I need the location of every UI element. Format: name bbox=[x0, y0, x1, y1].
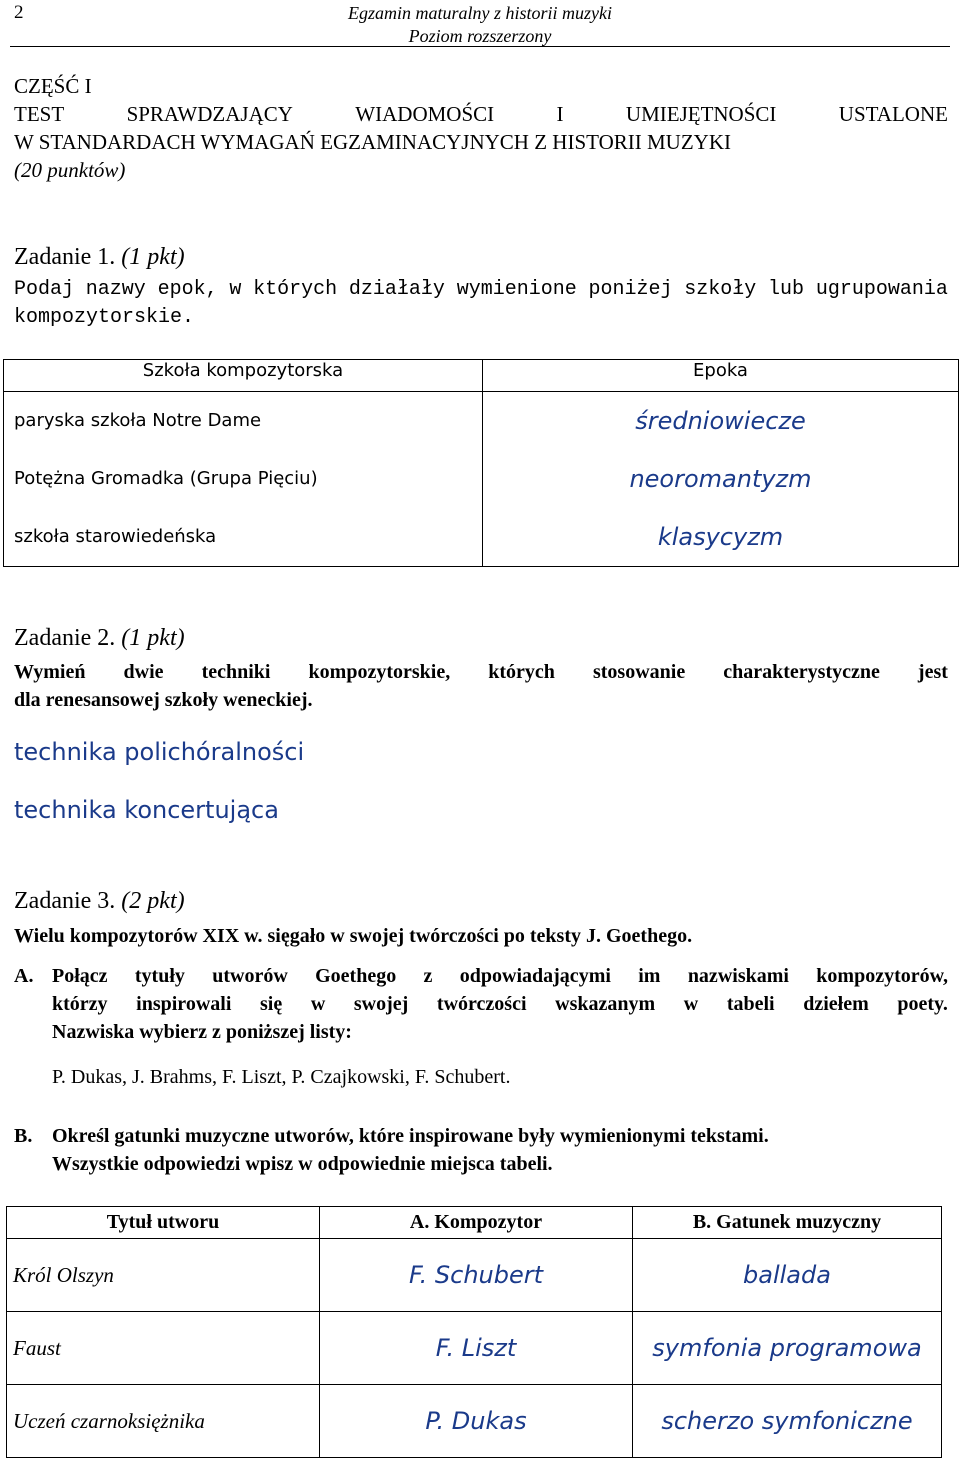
instruction-word: nazwiskami bbox=[687, 965, 789, 987]
table-body-left bbox=[4, 392, 483, 567]
composer-answer: P. Dukas bbox=[320, 1385, 633, 1458]
partB-line2: Wszystkie odpowiedzi wpisz w odpowiednie miejsca tabeli. bbox=[52, 1153, 553, 1175]
table-row bbox=[7, 1385, 942, 1458]
task1-table bbox=[3, 359, 959, 567]
table-header-row bbox=[4, 360, 959, 392]
page-header bbox=[0, 2, 960, 48]
task1-instruction-line2: kompozytorskie. bbox=[14, 306, 195, 329]
table-row bbox=[7, 1239, 942, 1312]
instruction-word: kompozytorskie, bbox=[308, 661, 451, 683]
part-title-word: USTALONE bbox=[838, 102, 948, 126]
task3-points: (2 pkt) bbox=[121, 888, 185, 914]
instruction-word: w bbox=[229, 278, 242, 301]
instruction-word: Wymień bbox=[14, 661, 86, 683]
instruction-word: wymienione bbox=[456, 278, 577, 301]
instruction-word: swojej bbox=[353, 993, 409, 1015]
instruction-word: działały bbox=[348, 278, 445, 301]
instruction-word: nazwy bbox=[85, 278, 146, 301]
task3-partB-instruction bbox=[52, 1122, 948, 1178]
instruction-word: w bbox=[683, 993, 699, 1015]
instruction-word: szkoły bbox=[684, 278, 757, 301]
part-title-line2: W STANDARDACH WYMAGAŃ EGZAMINACYJNYCH Z HISTORII MUZYKI bbox=[14, 130, 731, 154]
instruction-word: których bbox=[253, 278, 338, 301]
instruction-word: wskazanym bbox=[555, 993, 656, 1015]
header-divider bbox=[10, 46, 950, 47]
task2-answer-2: technika koncertująca bbox=[14, 796, 279, 824]
table-row bbox=[4, 392, 959, 567]
school-cell: szkoła starowiedeńska bbox=[14, 526, 217, 547]
part-label: CZĘŚĆ I bbox=[14, 74, 92, 98]
task2-heading bbox=[14, 625, 185, 652]
part-title-word: I bbox=[556, 102, 564, 126]
task3-partA-letter: A. bbox=[14, 965, 34, 987]
partA-line1 bbox=[52, 962, 948, 990]
part-title-word: TEST bbox=[14, 102, 65, 126]
header-title-line2: Poziom rozszerzony bbox=[408, 26, 552, 46]
instruction-word: Podaj bbox=[14, 278, 75, 301]
instruction-word: lub bbox=[768, 278, 805, 301]
work-title-cell: Uczeń czarnoksiężnika bbox=[7, 1385, 320, 1458]
partB-line1: Określ gatunki muzyczne utworów, które inspirowane były wymienionymi tekstami. bbox=[52, 1125, 769, 1147]
epoch-answer: średniowiecze bbox=[635, 407, 806, 435]
task3-table bbox=[6, 1206, 942, 1458]
table-header-row bbox=[7, 1207, 942, 1239]
composer-list: P. Dukas, J. Brahms, F. Liszt, P. Czajkowski, F. Schubert. bbox=[52, 1066, 511, 1088]
instruction-word: techniki bbox=[201, 661, 271, 683]
instruction-word: utworów bbox=[212, 965, 288, 987]
task1-instruction-line1 bbox=[14, 276, 948, 304]
task1-heading bbox=[14, 244, 185, 271]
task2-instruction bbox=[14, 658, 948, 714]
task1-label: Zadanie 1. bbox=[14, 244, 116, 270]
instruction-word: dwie bbox=[123, 661, 164, 683]
instruction-word: tabeli bbox=[726, 993, 775, 1015]
instruction-word: którzy bbox=[52, 993, 108, 1015]
instruction-word: inspirowali bbox=[136, 993, 232, 1015]
instruction-word: kompozytorów, bbox=[816, 965, 948, 987]
part-title-word: UMIEJĘTNOŚCI bbox=[625, 102, 777, 126]
table-body-right bbox=[483, 392, 959, 567]
instruction-word: jest bbox=[917, 661, 948, 683]
column-header-composer: A. Kompozytor bbox=[320, 1207, 633, 1239]
instruction-word: twórczości bbox=[436, 993, 527, 1015]
task2-answer-1: technika polichóralności bbox=[14, 738, 305, 766]
instruction-word: się bbox=[259, 993, 283, 1015]
task3-intro: Wielu kompozytorów XIX w. sięgało w swojej twórczości po teksty J. Goethego. bbox=[14, 925, 693, 947]
part-points: (20 punktów) bbox=[14, 158, 126, 182]
task3-label: Zadanie 3. bbox=[14, 888, 116, 914]
instruction-word: stosowanie bbox=[592, 661, 686, 683]
instruction-word: Goethego bbox=[315, 965, 397, 987]
instruction-word: poety. bbox=[897, 993, 948, 1015]
column-header-school: Szkoła kompozytorska bbox=[4, 360, 483, 392]
task1-instruction bbox=[14, 276, 948, 332]
header-title-line1: Egzamin maturalny z historii muzyki bbox=[348, 3, 612, 23]
genre-answer: scherzo symfoniczne bbox=[633, 1385, 942, 1458]
column-header-epoch: Epoka bbox=[483, 360, 959, 392]
part-title-line1 bbox=[14, 100, 948, 128]
part-title-word: SPRAWDZAJĄCY bbox=[126, 102, 293, 126]
task3-heading bbox=[14, 888, 185, 915]
column-header-title: Tytuł utworu bbox=[7, 1207, 320, 1239]
page-number: 2 bbox=[14, 2, 24, 23]
partA-line3: Nazwiska wybierz z poniższej listy: bbox=[52, 1021, 352, 1043]
task2-points: (1 pkt) bbox=[121, 625, 185, 651]
task1-points: (1 pkt) bbox=[121, 244, 185, 270]
epoch-answer: neoromantyzm bbox=[629, 465, 812, 493]
composer-answer: F. Schubert bbox=[320, 1239, 633, 1312]
column-header-genre: B. Gatunek muzyczny bbox=[633, 1207, 942, 1239]
instruction-word: w bbox=[310, 993, 326, 1015]
work-title-cell: Faust bbox=[7, 1312, 320, 1385]
task3-partA-instruction bbox=[52, 962, 948, 1046]
instruction-word: tytuły bbox=[134, 965, 185, 987]
school-cell: Potężna Gromadka (Grupa Pięciu) bbox=[14, 468, 318, 489]
task2-instruction-line1 bbox=[14, 658, 948, 686]
table-row bbox=[7, 1312, 942, 1385]
instruction-word: im bbox=[638, 965, 661, 987]
instruction-word: ugrupowania bbox=[815, 278, 948, 301]
partA-line2 bbox=[52, 990, 948, 1018]
instruction-word: dziełem bbox=[803, 993, 869, 1015]
school-cell: paryska szkoła Notre Dame bbox=[14, 410, 262, 431]
instruction-word: odpowiadającymi bbox=[459, 965, 611, 987]
part-title-word: WIADOMOŚCI bbox=[355, 102, 495, 126]
instruction-word: Połącz bbox=[52, 965, 108, 987]
instruction-word: charakterystyczne bbox=[723, 661, 880, 683]
task3-partB-letter: B. bbox=[14, 1125, 33, 1147]
composer-answer: F. Liszt bbox=[320, 1312, 633, 1385]
instruction-word: z bbox=[423, 965, 433, 987]
instruction-word: których bbox=[488, 661, 555, 683]
genre-answer: symfonia programowa bbox=[633, 1312, 942, 1385]
part-heading bbox=[14, 72, 948, 184]
epoch-answer: klasycyzm bbox=[657, 523, 784, 551]
instruction-word: poniżej bbox=[588, 278, 673, 301]
task2-instruction-line2: dla renesansowej szkoły weneckiej. bbox=[14, 689, 313, 711]
genre-answer: ballada bbox=[633, 1239, 942, 1312]
instruction-word: epok, bbox=[157, 278, 218, 301]
work-title-cell: Król Olszyn bbox=[7, 1239, 320, 1312]
task2-label: Zadanie 2. bbox=[14, 625, 116, 651]
